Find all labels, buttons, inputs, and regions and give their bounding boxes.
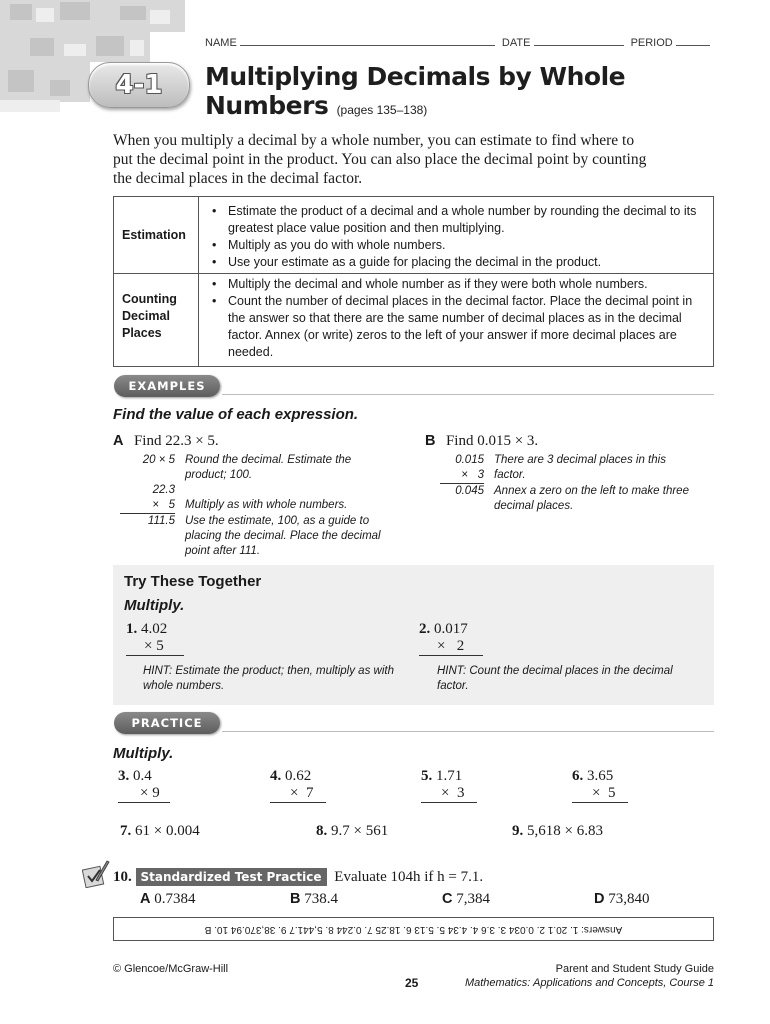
- estimation-bullets: [206, 203, 706, 271]
- hint-2: HINT: Count the decimal places in the decimal factor.: [437, 665, 673, 692]
- problem-bottom: × 5: [572, 785, 628, 803]
- answer-key-box: [113, 917, 714, 941]
- list-item: [206, 203, 706, 237]
- problem-9: [512, 823, 603, 840]
- guide-title: Parent and Student Study Guide: [555, 963, 714, 975]
- row-label-estimation: Estimation: [122, 228, 186, 242]
- work-math: × 3: [440, 468, 484, 484]
- problem-number: 3.: [118, 768, 130, 784]
- problem-3: [118, 768, 170, 803]
- problem-bottom: × 9: [118, 785, 170, 803]
- choice-letter: A: [140, 891, 151, 907]
- table-row-counting: [114, 273, 713, 367]
- problem-top: 0.4: [133, 768, 152, 784]
- work-note: Annex a zero on the left to make three: [494, 485, 689, 497]
- divider: [222, 731, 714, 732]
- problem-top: 1.71: [436, 768, 463, 784]
- date-label: DATE: [501, 37, 531, 49]
- list-item: [206, 293, 706, 361]
- example-a-work: [120, 453, 420, 559]
- bullet-icon: •: [212, 294, 217, 308]
- work-line: [120, 453, 420, 468]
- page-reference: (pages 135–138): [336, 103, 428, 117]
- example-b-work: [440, 453, 720, 514]
- work-math: × 5: [120, 498, 175, 514]
- bullet-icon: •: [212, 238, 217, 252]
- choice-letter: C: [442, 891, 453, 907]
- problem-bottom: × 5: [126, 638, 184, 656]
- work-line: [440, 499, 720, 514]
- list-item: [206, 237, 706, 254]
- standardized-test-tag: Standardized Test Practice: [136, 868, 327, 886]
- problem-5: [421, 768, 477, 803]
- problem-10: [113, 869, 483, 886]
- concept-table: [113, 196, 714, 367]
- work-note: Use the estimate, 100, as a guide to: [185, 515, 370, 527]
- work-note: decimal places.: [494, 500, 574, 512]
- name-date-period-line: [205, 36, 710, 49]
- example-a-heading: [113, 432, 219, 450]
- bullet-text: Estimate the product of a decimal and a whole number by rounding the decimal to its greatest place value position and then multiplying.: [228, 204, 697, 235]
- problem-number: 5.: [421, 768, 433, 784]
- counting-bullets: [206, 276, 706, 361]
- bullet-text: Use your estimate as a guide for placing the decimal in the product.: [228, 255, 602, 269]
- example-letter: B: [425, 433, 436, 449]
- problem-number: 8.: [316, 823, 328, 839]
- period-field[interactable]: [676, 36, 710, 46]
- work-math: 0.045: [455, 485, 484, 497]
- list-item: [206, 254, 706, 271]
- problem-2: [419, 621, 483, 656]
- problem-number: 10.: [113, 869, 132, 885]
- examples-instruction: Find the value of each expression.: [113, 406, 359, 423]
- problem-expression: 61 × 0.004: [135, 823, 200, 839]
- problem-top: 4.02: [141, 621, 168, 637]
- row-label-line: Places: [122, 326, 162, 340]
- date-field[interactable]: [534, 36, 624, 46]
- bullet-icon: •: [212, 277, 217, 291]
- choice-letter: B: [290, 891, 301, 907]
- problem-number: 4.: [270, 768, 282, 784]
- pencil-check-icon: [82, 858, 110, 888]
- example-b-heading: [425, 432, 538, 450]
- choice-value: 738.4: [304, 891, 338, 907]
- work-note: Multiply as with whole numbers.: [185, 499, 348, 511]
- work-math: 0.015: [455, 454, 484, 466]
- choice-c[interactable]: [442, 891, 490, 908]
- work-line: [120, 544, 420, 559]
- problem-number: 1.: [126, 621, 138, 637]
- choice-value: 0.7384: [154, 891, 196, 907]
- intro-paragraph: When you multiply a decimal by a whole number, you can estimate to find where to put the decimal point in the product. You can also place the decimal point by counting the decimal places in the decimal factor.: [113, 132, 647, 187]
- choice-value: 73,840: [608, 891, 650, 907]
- problem-number: 2.: [419, 621, 431, 637]
- try-together-panel: [113, 565, 714, 705]
- table-row-estimation: [114, 197, 713, 274]
- hint-1: HINT: Estimate the product; then, multiply as with whole numbers.: [143, 665, 394, 692]
- work-note: There are 3 decimal places in this: [494, 454, 666, 466]
- try-together-instruction: Multiply.: [124, 597, 185, 614]
- try-together-heading: Try These Together: [124, 573, 262, 590]
- work-math: [440, 499, 484, 514]
- problem-number: 7.: [120, 823, 132, 839]
- name-label: NAME: [205, 37, 237, 49]
- choice-a[interactable]: [140, 891, 195, 908]
- row-label-line: Decimal: [122, 309, 170, 323]
- work-line: [120, 483, 420, 498]
- practice-banner: PRACTICE: [114, 712, 220, 734]
- work-line: [120, 468, 420, 483]
- problem-bottom: × 3: [421, 785, 477, 803]
- answer-key-text: Answers: 1. 20.1 2. 0.034 3. 3.6 4. 4.34 5. 5.13 6. 18.25 7. 0.244 8. 5,441.7 9. 38,370.94 10. B: [204, 924, 623, 935]
- page-number: 25: [405, 976, 419, 990]
- copyright: © Glencoe/McGraw-Hill: [113, 963, 229, 975]
- work-math: [120, 529, 175, 544]
- page-title: [205, 62, 625, 125]
- examples-banner: EXAMPLES: [114, 375, 220, 397]
- bullet-text: Multiply as you do with whole numbers.: [228, 238, 446, 252]
- work-line: [120, 514, 420, 529]
- work-line: [120, 529, 420, 544]
- bullet-text: Multiply the decimal and whole number as if they were both whole numbers.: [228, 277, 648, 291]
- choice-value: 7,384: [456, 891, 490, 907]
- example-problem: Find 0.015 × 3.: [445, 433, 539, 449]
- example-letter: A: [113, 433, 124, 449]
- problem-7: [120, 823, 200, 840]
- title-line-1: Multiplying Decimals by Whole: [205, 62, 626, 91]
- choice-letter: D: [594, 891, 605, 907]
- problem-1: [126, 621, 184, 656]
- problem-top: 0.017: [434, 621, 468, 637]
- work-note: Round the decimal. Estimate the: [185, 454, 352, 466]
- problem-bottom: × 2: [419, 638, 483, 656]
- problem-bottom: × 7: [270, 785, 326, 803]
- work-math: [120, 544, 175, 559]
- work-line: [440, 468, 720, 484]
- choice-d[interactable]: [594, 891, 649, 908]
- work-note: factor.: [494, 469, 526, 481]
- work-line: [440, 453, 720, 468]
- problem-top: 3.65: [587, 768, 614, 784]
- bullet-icon: •: [212, 204, 217, 218]
- work-note: point after 111.: [185, 545, 261, 557]
- problem-text: Evaluate 104h if h = 7.1.: [334, 869, 484, 885]
- problem-number: 6.: [572, 768, 584, 784]
- work-math: 111.5: [147, 515, 175, 527]
- problem-expression: 5,618 × 6.83: [527, 823, 603, 839]
- list-item: [206, 276, 706, 293]
- row-label-counting: [122, 291, 177, 342]
- work-note: product; 100.: [185, 469, 253, 481]
- divider: [222, 394, 714, 395]
- bullet-text: Count the number of decimal places in the decimal factor. Place the decimal point in the answer so that there are the same number of decimal places as in the decimal factor. Annex (or write) zeros to the left of your answer if more decimal places are needed.: [228, 294, 693, 359]
- example-problem: Find 22.3 × 5.: [133, 433, 219, 449]
- problem-number: 9.: [512, 823, 524, 839]
- choice-b[interactable]: [290, 891, 338, 908]
- lesson-badge: 4-1: [88, 62, 190, 108]
- problem-6: [572, 768, 628, 803]
- row-label-line: Counting: [122, 292, 177, 306]
- course-title: Mathematics: Applications and Concepts, Course 1: [464, 977, 714, 989]
- title-line-2: Numbers: [205, 91, 329, 120]
- practice-instruction: Multiply.: [113, 745, 174, 762]
- work-math: 20 × 5: [142, 454, 175, 466]
- bullet-icon: •: [212, 255, 217, 269]
- work-line: [440, 484, 720, 499]
- name-field[interactable]: [240, 36, 495, 46]
- work-math: 22.3: [152, 484, 175, 496]
- period-label: PERIOD: [630, 37, 673, 49]
- work-note: placing the decimal. Place the decimal: [185, 530, 381, 542]
- problem-8: [316, 823, 388, 840]
- work-line: [120, 498, 420, 514]
- problem-4: [270, 768, 326, 803]
- work-math: [120, 468, 175, 483]
- problem-expression: 9.7 × 561: [331, 823, 389, 839]
- problem-top: 0.62: [285, 768, 312, 784]
